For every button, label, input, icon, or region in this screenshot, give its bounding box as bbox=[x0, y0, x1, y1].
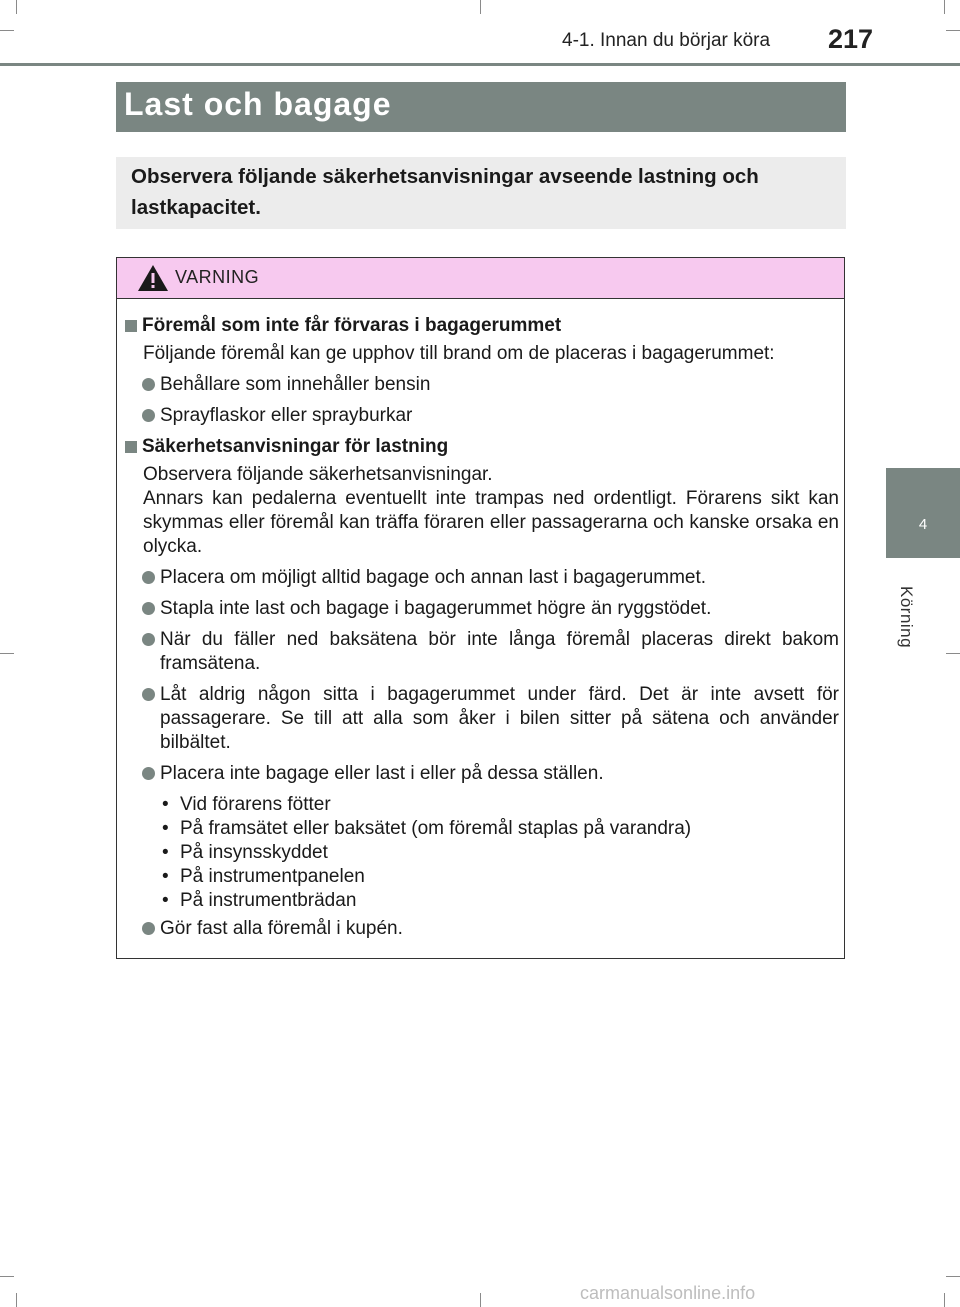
list-item bbox=[142, 597, 839, 621]
crop-mark bbox=[944, 0, 945, 14]
crop-mark bbox=[0, 1276, 14, 1277]
sub-list-item-text: Vid förarens fötter bbox=[180, 794, 331, 815]
list-item-text: När du fäller ned baksätena bör inte långa föremål placeras direkt bakom framsätena. bbox=[160, 629, 839, 674]
list-item bbox=[142, 628, 839, 676]
list-item bbox=[142, 917, 839, 941]
list-item bbox=[142, 762, 839, 786]
sub-list-item bbox=[162, 817, 839, 841]
list-item bbox=[142, 683, 839, 755]
crop-mark bbox=[16, 1293, 17, 1307]
header-rule bbox=[0, 63, 960, 66]
sub-list-item bbox=[162, 841, 839, 865]
dot-marker-icon: • bbox=[162, 794, 169, 815]
square-bullet-icon bbox=[125, 441, 137, 453]
warning-body bbox=[125, 314, 839, 948]
crop-mark bbox=[0, 653, 14, 654]
list-item bbox=[142, 566, 839, 590]
crop-mark bbox=[946, 30, 960, 31]
sub-list-item bbox=[162, 865, 839, 889]
section-intro: Annars kan pedalerna eventuellt inte trampas ned ordentligt. Förarens sikt kan skymmas eller föremål kan träffa föraren eller passagerarna och kanske orsaka en olycka. bbox=[143, 488, 839, 557]
intro-box bbox=[116, 157, 846, 229]
section-heading bbox=[125, 314, 839, 338]
round-bullet-icon bbox=[142, 409, 155, 422]
dot-marker-icon: • bbox=[162, 818, 169, 839]
crop-mark bbox=[944, 1293, 945, 1307]
round-bullet-icon bbox=[142, 633, 155, 646]
list-item-text: Låt aldrig någon sitta i bagagerummet under färd. Det är inte avsett för passagerare. Se till att alla som åker i bilen sitter på sätena och använder bilbältet. bbox=[160, 684, 839, 753]
warning-box bbox=[116, 257, 845, 959]
round-bullet-icon bbox=[142, 602, 155, 615]
sub-list-item-text: På instrumentpanelen bbox=[180, 866, 365, 887]
round-bullet-icon bbox=[142, 378, 155, 391]
list-item-text: Behållare som innehåller bensin bbox=[160, 374, 431, 395]
section-title: Föremål som inte får förvaras i bagagerummet bbox=[142, 315, 562, 336]
crop-mark bbox=[0, 30, 14, 31]
sub-list bbox=[162, 793, 839, 913]
footer-watermark: carmanualsonline.info bbox=[580, 1283, 756, 1303]
chapter-label: Körning bbox=[897, 586, 916, 649]
list-item-text: Placera om möjligt alltid bagage och annan last i bagagerummet. bbox=[160, 567, 707, 588]
page-title: Last och bagage bbox=[124, 86, 392, 122]
crop-mark bbox=[946, 653, 960, 654]
warning-label: VARNING bbox=[175, 267, 260, 287]
page-number: 217 bbox=[828, 24, 874, 54]
chapter-tab bbox=[886, 468, 960, 558]
sub-list-item-text: På framsätet eller baksätet (om föremål staplas på varandra) bbox=[180, 818, 692, 839]
sub-list-item-text: På insynsskyddet bbox=[180, 842, 328, 863]
list-item-text: Gör fast alla föremål i kupén. bbox=[160, 918, 403, 939]
warning-triangle-icon bbox=[137, 264, 169, 292]
dot-marker-icon: • bbox=[162, 842, 169, 863]
section-header: 4-1. Innan du börjar köra bbox=[562, 30, 771, 51]
list-item-text: Sprayflaskor eller sprayburkar bbox=[160, 405, 413, 426]
chapter-number: 4 bbox=[918, 516, 928, 533]
list-item bbox=[142, 373, 839, 397]
title-bar bbox=[116, 82, 846, 132]
round-bullet-icon bbox=[142, 571, 155, 584]
square-bullet-icon bbox=[125, 320, 137, 332]
crop-mark bbox=[16, 0, 17, 14]
sub-list-item bbox=[162, 793, 839, 817]
round-bullet-icon bbox=[142, 767, 155, 780]
crop-mark bbox=[946, 1276, 960, 1277]
warning-header bbox=[117, 258, 844, 299]
intro-text: Observera följande säkerhetsanvisningar avseende lastning och lastkapacitet. bbox=[131, 165, 759, 219]
dot-marker-icon: • bbox=[162, 890, 169, 911]
sub-list-item-text: På instrumentbrädan bbox=[180, 890, 357, 911]
round-bullet-icon bbox=[142, 922, 155, 935]
section-title: Säkerhetsanvisningar för lastning bbox=[142, 436, 449, 457]
crop-mark bbox=[480, 1293, 481, 1307]
section-intro: Observera följande säkerhetsanvisningar. bbox=[143, 464, 493, 485]
round-bullet-icon bbox=[142, 688, 155, 701]
section-heading bbox=[125, 435, 839, 459]
list-item-text: Placera inte bagage eller last i eller på dessa ställen. bbox=[160, 763, 604, 784]
dot-marker-icon: • bbox=[162, 866, 169, 887]
list-item-text: Stapla inte last och bagage i bagagerummet högre än ryggstödet. bbox=[160, 598, 712, 619]
sub-list-item bbox=[162, 889, 839, 913]
list-item bbox=[142, 404, 839, 428]
crop-mark bbox=[480, 0, 481, 14]
section-intro: Följande föremål kan ge upphov till brand om de placeras i bagagerummet: bbox=[143, 343, 775, 364]
